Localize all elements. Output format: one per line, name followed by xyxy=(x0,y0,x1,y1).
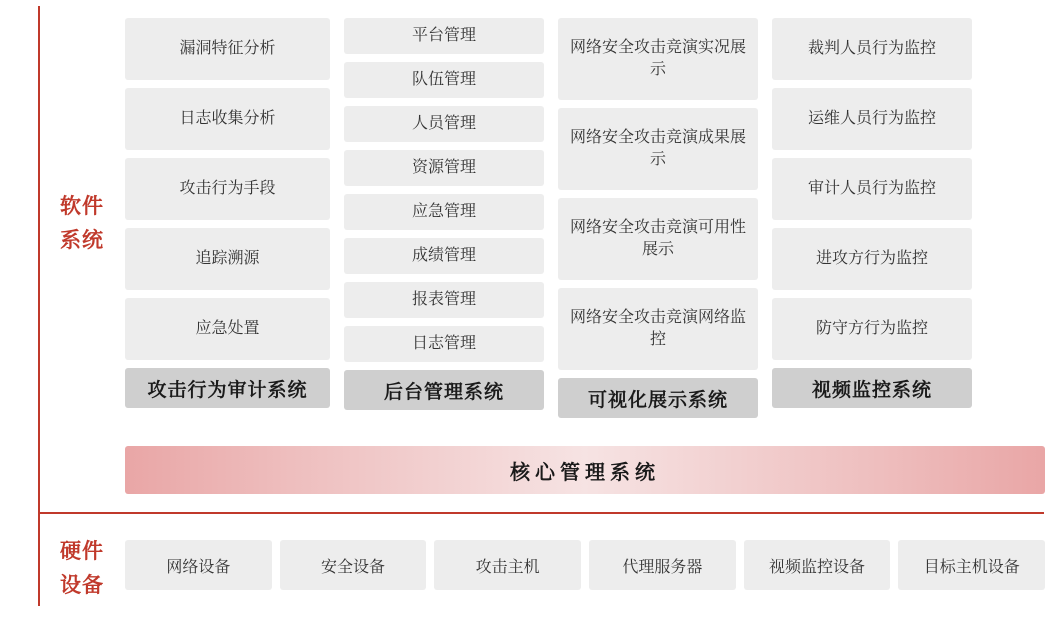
software-section-label-line2: 系统 xyxy=(60,229,104,252)
list-item[interactable]: 代理服务器 xyxy=(589,540,736,590)
hardware-section-label-line1: 硬件 xyxy=(60,540,104,563)
software-section-label-line1: 软件 xyxy=(60,195,104,218)
column-attack-audit-system xyxy=(125,18,330,418)
column-video-surveillance-system xyxy=(772,18,972,418)
list-item[interactable]: 人员管理 xyxy=(344,106,544,142)
list-item[interactable]: 攻击行为手段 xyxy=(125,158,330,220)
list-item[interactable]: 视频监控设备 xyxy=(744,540,891,590)
software-hardware-divider xyxy=(38,512,1044,514)
list-item[interactable]: 进攻方行为监控 xyxy=(772,228,972,290)
column-footer-label[interactable]: 视频监控系统 xyxy=(772,368,972,408)
list-item[interactable]: 防守方行为监控 xyxy=(772,298,972,360)
list-item[interactable]: 网络安全攻击竞演成果展示 xyxy=(558,108,758,190)
software-section-label xyxy=(42,190,122,258)
list-item[interactable]: 漏洞特征分析 xyxy=(125,18,330,80)
list-item[interactable]: 网络安全攻击竞演实况展示 xyxy=(558,18,758,100)
list-item[interactable]: 应急处置 xyxy=(125,298,330,360)
left-vertical-rule xyxy=(38,6,40,606)
column-footer-label[interactable]: 后台管理系统 xyxy=(344,370,544,410)
list-item[interactable]: 应急管理 xyxy=(344,194,544,230)
column-backend-management-system xyxy=(344,18,544,418)
list-item[interactable]: 成绩管理 xyxy=(344,238,544,274)
list-item[interactable]: 攻击主机 xyxy=(434,540,581,590)
list-item[interactable]: 裁判人员行为监控 xyxy=(772,18,972,80)
list-item[interactable]: 目标主机设备 xyxy=(898,540,1045,590)
list-item[interactable]: 网络设备 xyxy=(125,540,272,590)
list-item[interactable]: 报表管理 xyxy=(344,282,544,318)
column-visualization-system xyxy=(558,18,758,418)
list-item[interactable]: 日志收集分析 xyxy=(125,88,330,150)
list-item[interactable]: 资源管理 xyxy=(344,150,544,186)
column-footer-label[interactable]: 攻击行为审计系统 xyxy=(125,368,330,408)
column-footer-label[interactable]: 可视化展示系统 xyxy=(558,378,758,418)
software-columns xyxy=(125,18,1045,418)
list-item[interactable]: 平台管理 xyxy=(344,18,544,54)
hardware-section-label xyxy=(42,535,122,603)
core-management-system-bar[interactable]: 核心管理系统 xyxy=(125,446,1045,494)
list-item[interactable]: 网络安全攻击竞演网络监控 xyxy=(558,288,758,370)
list-item[interactable]: 运维人员行为监控 xyxy=(772,88,972,150)
list-item[interactable]: 安全设备 xyxy=(280,540,427,590)
list-item[interactable]: 日志管理 xyxy=(344,326,544,362)
list-item[interactable]: 网络安全攻击竞演可用性展示 xyxy=(558,198,758,280)
hardware-devices-row xyxy=(125,540,1045,590)
hardware-section-label-line2: 设备 xyxy=(60,574,104,597)
list-item[interactable]: 队伍管理 xyxy=(344,62,544,98)
list-item[interactable]: 追踪溯源 xyxy=(125,228,330,290)
list-item[interactable]: 审计人员行为监控 xyxy=(772,158,972,220)
